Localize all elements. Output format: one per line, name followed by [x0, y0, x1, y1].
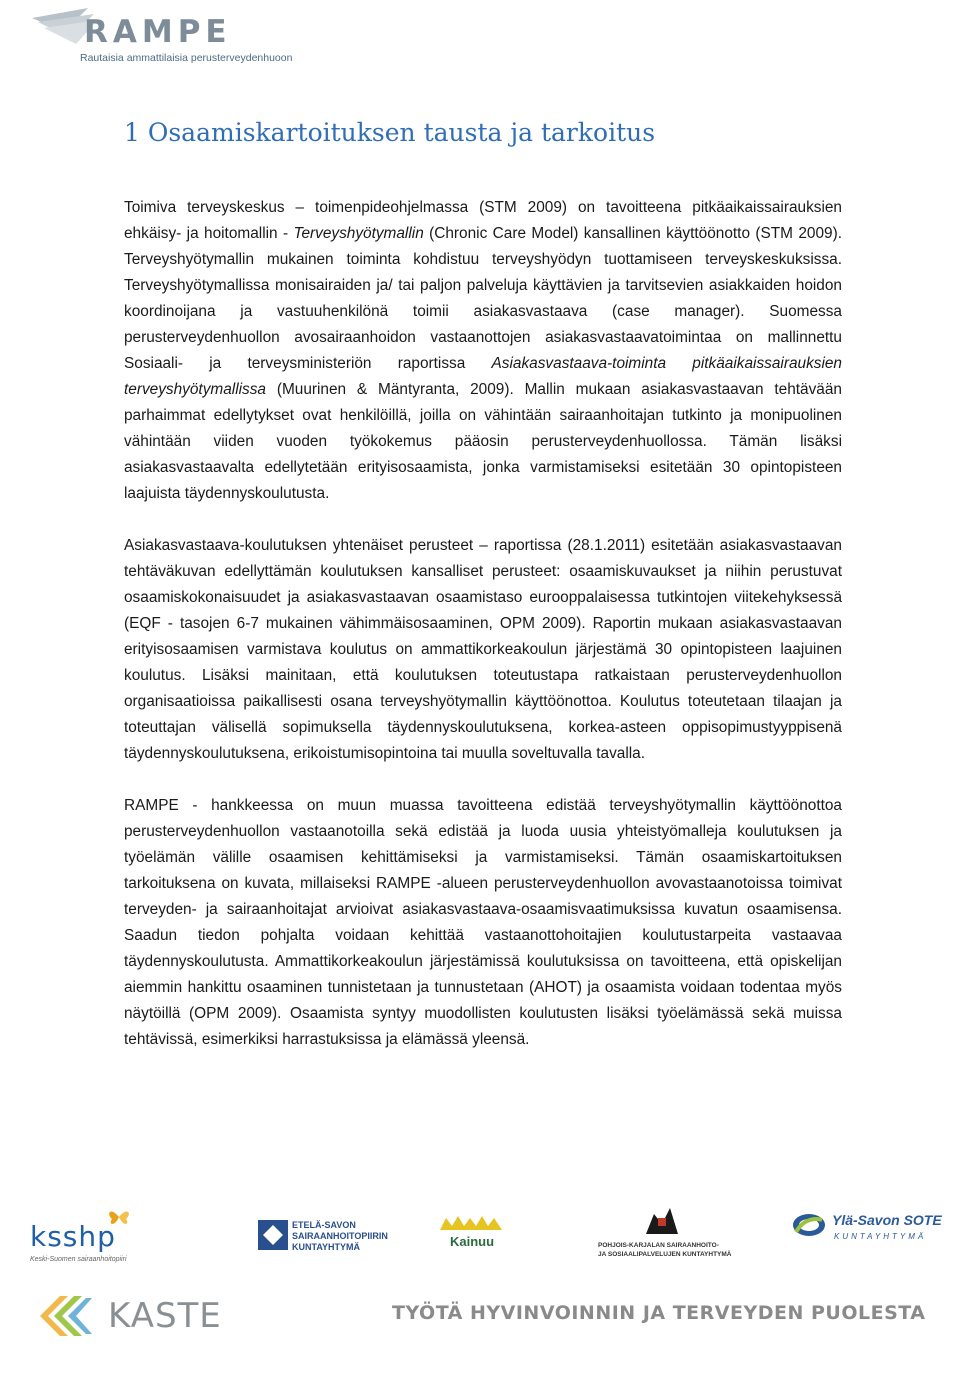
kainuu-name: Kainuu: [450, 1234, 495, 1249]
page-title: 1 Osaamiskartoituksen tausta ja tarkoitus: [124, 118, 656, 147]
pohjois-karjala-line2: JA SOSIAALIPALVELUJEN KUNTAYHTYMÄ: [598, 1251, 732, 1258]
logo-wordmark: RAMPE: [84, 14, 232, 50]
pohjois-karjala-logo: [598, 1206, 732, 1270]
yla-savo-sub: KUNTAYHTYMÄ: [834, 1232, 927, 1241]
kaste-logo: [38, 1292, 278, 1342]
paragraph-1-emphasis-1: Terveyshyötymallin: [293, 225, 424, 242]
rampe-logo: [30, 6, 293, 66]
partner-logos: [0, 1196, 960, 1286]
kaste-chevrons-icon: [38, 1294, 94, 1338]
etela-savo-line2: SAIRAANHOITOPIIRIN: [292, 1231, 388, 1241]
document-body: [124, 195, 842, 1079]
etela-savo-line3: KUNTAYHTYMÄ: [292, 1242, 361, 1252]
paragraph-1-part-e: (Muurinen & Mäntyranta, 2009). Mallin mukaan asiakasvastaavan tehtävään parhaimmat edellytykset ovat henkilöillä, joilla on vähintään sairaanhoitajan tutkinto ja monipuolinen vähintään viiden vuoden työkokemus pääosin perusterveydenhuollossa. Tämän lisäksi asiakasvastaavalta edellytetään erityisosaamista, jonka varmistamiseksi esitetään 30 opintopisteen laajuista täydennyskoulutusta.: [124, 381, 842, 502]
paragraph-2: Asiakasvastaava-koulutuksen yhtenäiset perusteet – raportissa (28.1.2011) esitetään asiakasvastaavan tehtäväkuvan edellyttämän koulutuksen kansalliset perusteet: osaamiskuvaukset ja niihin perustuvat osaamiskokonaisuudet ja asiakasvastaavan osaamistaso eurooppalaisessa tutkintojen viitekehyksessä (EQF - tasojen 6-7 mukainen vähimmäisosaaminen, OPM 2009). Raportin mukaan asiakasvastaavan erityisosaamisen varmistava koulutus on ammattikorkeakoulun järjestämä 30 opintopisteen laajuinen koulutus. Lisäksi mainitaan, että koulutuksen toteutustapa ratkaistaan perusterveydenhuollon organisaatioissa paikallisesti osana terveyshyötymallin käyttöönottoa. Koulutus toteutetaan tilaajan ja toteuttajan välisellä sopimuksella täydennyskoulutuksena, korkea-asteen oppisopimustyyppisenä täydennyskoulutuksena, erikoistumisopintoina tai muulla soveltuvalla tavalla.: [124, 537, 842, 762]
etela-savo-emblem-icon: [258, 1220, 288, 1250]
pohjois-karjala-line1: POHJOIS-KARJALAN SAIRAANHOITO-: [598, 1242, 719, 1249]
ksshp-logo: [30, 1204, 140, 1264]
paragraph-1-part-c: (Chronic Care Model) kansallinen käyttöönotto (STM 2009). Terveyshyötymallin mukainen toiminta kohdistuu terveyshyödyn tuottamiseen terveyskeskuksissa. Terveyshyötymallissa monisairaiden ja/ tai paljon palveluja käyttävien ja tarvitsevien asiakkaiden hoidon koordinoijana ja vastuuhenkilönä toimii asiakasvastaava (case manager). Suomessa perusterveydenhuollon avosairaanhoidon vastaanottojen asiakasvastaavatoimintaa on mallinnettu Sosiaali- ja terveysministeriön raportissa: [124, 225, 842, 372]
paragraph-1-part-a: Toimiva terveyskeskus – toimenpideohjelmassa (STM 2009) on tavoitteena pitkäaikaissairauksien ehkäisy- ja hoitomallin -: [124, 199, 842, 242]
etela-savo-line1: ETELÄ-SAVON: [292, 1220, 356, 1230]
ksshp-sub: Keski-Suomen sairaanhoitopiiri: [30, 1256, 127, 1263]
pohjois-karjala-emblem-icon: [644, 1206, 680, 1236]
kainuu-crown-icon: [438, 1214, 504, 1232]
etela-savo-logo: [258, 1220, 388, 1260]
kainuu-logo: [438, 1214, 508, 1254]
kaste-name: KASTE: [108, 1296, 222, 1336]
paragraph-1: [124, 195, 842, 507]
paragraph-1-emphasis-2: Asiakasvastaava-toiminta pitkäaikaissairauksien terveyshyötymallissa: [124, 355, 842, 398]
footer-slogan: TYÖTÄ HYVINVOINNIN JA TERVEYDEN PUOLESTA: [392, 1302, 926, 1324]
logo-tagline: Rautaisia ammattilaisia perusterveydenhuoon: [80, 52, 293, 64]
yla-savo-swirl-icon: [792, 1212, 826, 1238]
ksshp-name: ksshp: [30, 1220, 116, 1253]
yla-savo-name: Ylä-Savon SOTE: [832, 1212, 942, 1228]
paragraph-3: RAMPE - hankkeessa on muun muassa tavoitteena edistää terveyshyötymallin käyttöönottoa perusterveydenhuollon vastaanotoilla sekä edistää ja luoda uusia yhteistyömalleja koulutuksen ja työelämän välille osaamisen kehittämiseksi ja varmistamiseksi. Tämän osaamiskartoituksen tarkoituksena on kuvata, millaiseksi RAMPE -alueen perusterveydenhuollon avovastaanotoissa toimivat terveyden- ja sairaanhoitajat arvioivat asiakasvastaava-osaamisvaatimuksissa kuvatun osaamisensa. Saadun tiedon pohjalta voidaan kehittää vastaanottohoitajien koulutustarpeita vastaavaa täydennyskoulutusta. Ammattikorkeakoulun järjestämissä koulutuksissa on tavoitteena, että opiskelijan aiemmin hankittu osaaminen tunnistetaan ja tunnustetaan (AHOT) ja osaamista voidaan todentaa myös näytöillä (OPM 2009). Osaamista syntyy muodollisten koulutusten lisäksi työelämässä sekä muissa tehtävissä, esimerkiksi harrastuksissa ja elämässä yleensä.: [124, 797, 842, 1048]
yla-savo-logo: [792, 1210, 942, 1250]
